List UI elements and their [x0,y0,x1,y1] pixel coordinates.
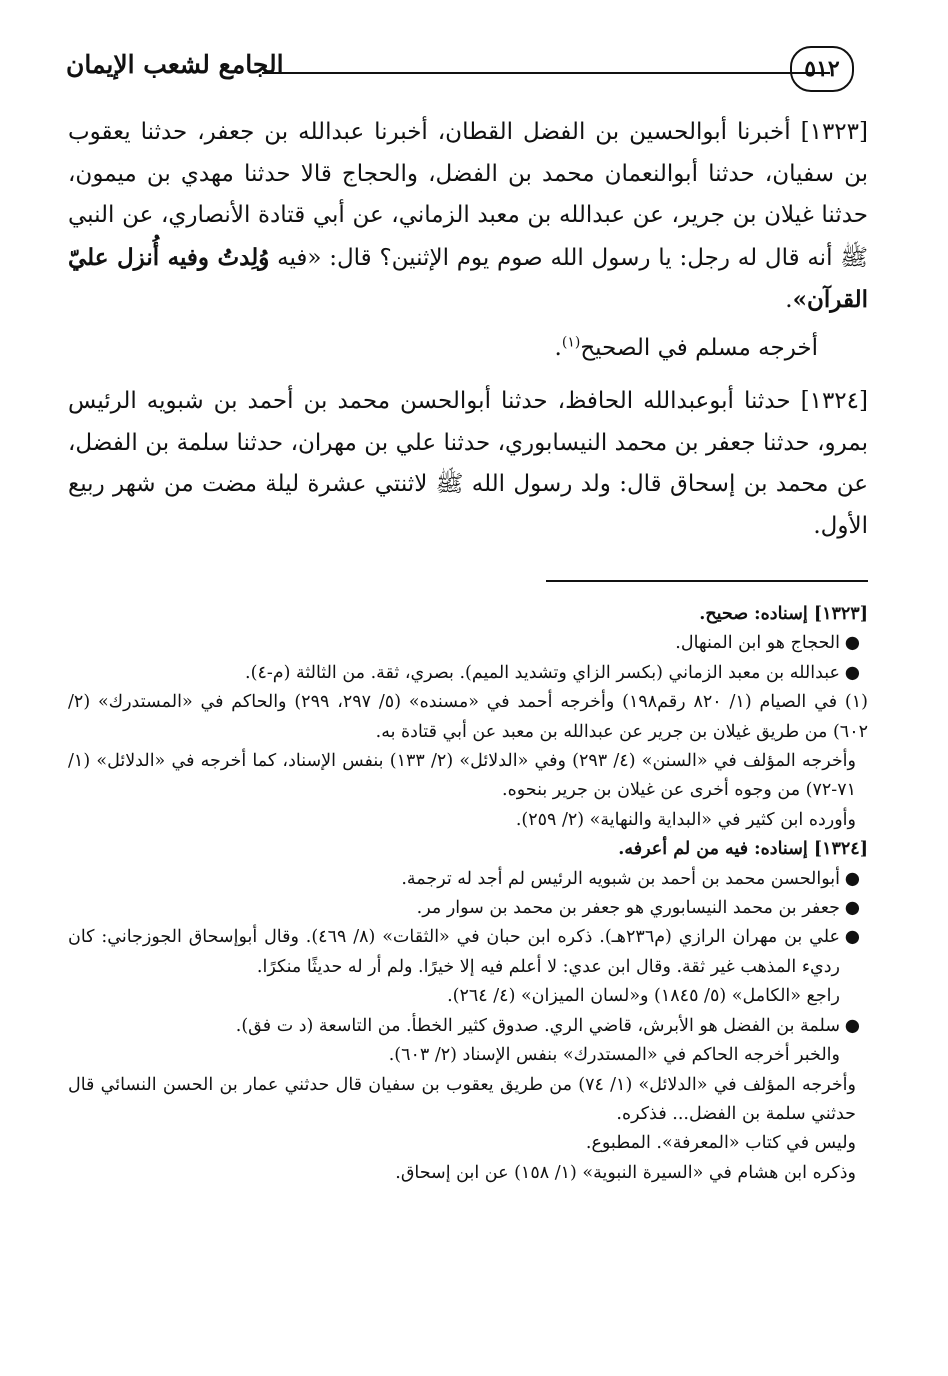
list-item-text: والخبر أخرجه الحاكم في «المستدرك» بنفس الإسناد (٢/ ٦٠٣). [388,1045,840,1066]
footnotes [68,600,868,1188]
takhrij-end: . [554,334,562,361]
bullet-icon: ● [844,898,860,919]
hadith-1323-text: [١٣٢٣] أخبرنا أبوالحسين بن الفضل القطان، أخبرنا عبدالله بن جعفر، حدثنا يعقوب بن سفيان، حدثنا أبوالنعمان محمد بن الفضل، والحجاج قالا حدثنا مهدي بن ميمون، حدثنا غيلان بن جرير، عن عبدالله بن معبد الزماني، عن أبي قتادة الأنصاري، عن النبي ﷺ أنه قال له رجل: يا رسول الله صوم يوم الإثنين؟ قال: «فيه [68,119,869,271]
list-item-text: جعفر بن محمد النيسابوري هو جعفر بن محمد بن سوار مر. [416,898,840,919]
bullet-icon: ● [844,633,860,654]
footnote-1324-c: وأخرجه المؤلف في «الدلائل» (١/ ٧٤) من طريق يعقوب بن سفيان قال حدثني عمار بن الحسن النسائي قال حدثني سلمة بن الفضل... فذكره. [68,1074,856,1124]
list-item-text: سلمة بن الفضل هو الأبرش، قاضي الري. صدوق كثير الخطأ. من التاسعة (د ت فق). [235,1015,840,1036]
footnote-1323-heading: [١٣٢٣] إسناده: صحيح. [699,604,868,624]
footnote-1-a: (١) في الصيام (١/ ٨٢٠ رقم١٩٨) وأخرجه أحمد في «مسنده» (٥/ ٢٩٧، ٢٩٩) والحاكم في «المستدرك» (٢/ ٦٠٢) من طريق غيلان بن جرير عن عبدالله بن معبد عن أبي قتادة به. [68,692,868,742]
list-item-text: علي بن مهران الرازي (م٢٣٦هـ). ذكره ابن حبان في «الثقات» (٨/ ٤٦٩). وقال أبوإسحاق الجوزجاني: كان رديء المذهب غير ثقة. وقال ابن عدي: لا أعلم فيه إلا خيرًا. ولم أر له حديثًا منكرًا. [68,927,840,977]
list-item-text: عبدالله بن معبد الزماني (بكسر الزاي وتشديد الميم). بصري، ثقة. من الثالثة (م-٤). [245,662,840,683]
takhrij-text: أخرجه مسلم في الصحيح [580,334,818,361]
hadith-1323-end: . [785,287,793,313]
footnote-1323-list [68,629,868,688]
bullet-icon: ● [844,662,860,683]
footnote-1-b: وأخرجه المؤلف في «السنن» (٤/ ٢٩٣) وفي «الدلائل» (٢/ ١٣٣) بنفس الإسناد، كما أخرجه في «الدلائل» (١/ ٧١-٧٢) من وجوه أخرى عن غيلان بن جرير بنحوه. [68,751,856,801]
header-rule [262,72,830,74]
list-item [68,865,868,894]
footnote-separator [546,580,868,582]
page-number: ٥١٢ [790,46,854,92]
footnote-1324-heading: [١٣٢٤] إسناده: فيه من لم أعرفه. [618,839,868,860]
hadith-1323-quote: وُلِدتُ وفيه أُنزل عليّ القرآن» [68,243,868,313]
bullet-icon: ● [844,927,860,948]
takhrij-1323 [68,328,868,370]
list-item-text: راجع «الكامل» (٥/ ١٨٤٥) و«لسان الميزان» (٤/ ٢٦٤). [447,986,840,1007]
list-item [68,629,868,658]
list-item-continuation [68,1041,868,1070]
main-text [68,112,868,547]
book-title: الجامع لشعب الإيمان [66,50,284,79]
list-item [68,1012,868,1041]
hadith-1324: [١٣٢٤] حدثنا أبوعبدالله الحافظ، حدثنا أبوالحسن محمد بن أحمد بن شبويه الرئيس بمرو، حدثنا جعفر بن محمد النيسابوري، حدثنا علي بن مهران، حدثنا سلمة بن الفضل، عن محمد بن إسحاق قال: ولد رسول الله ﷺ لاثنتي عشرة ليلة مضت من شهر ربيع الأول. [68,388,868,539]
list-item [68,923,868,982]
list-item-text: أبوالحسن محمد بن أحمد بن شبويه الرئيس لم أجد له ترجمة. [401,868,840,889]
list-item-continuation [68,982,868,1011]
bullet-icon: ● [844,868,860,889]
list-item [68,659,868,688]
list-item [68,894,868,923]
list-item-text: الحجاج هو ابن المنهال. [675,633,840,654]
hadith-1323 [68,112,868,322]
bullet-icon: ● [844,1015,860,1036]
footnote-1-c: وأورده ابن كثير في «البداية والنهاية» (٢/ ٢٥٩). [515,809,856,830]
footnote-1324-e: وذكره ابن هشام في «السيرة النبوية» (١/ ١٥٨) عن ابن إسحاق. [395,1162,856,1183]
footnote-ref-1: (١) [561,333,581,350]
footnote-1324-list [68,865,868,1071]
footnote-1324-d: وليس في كتاب «المعرفة». المطبوع. [585,1133,856,1154]
